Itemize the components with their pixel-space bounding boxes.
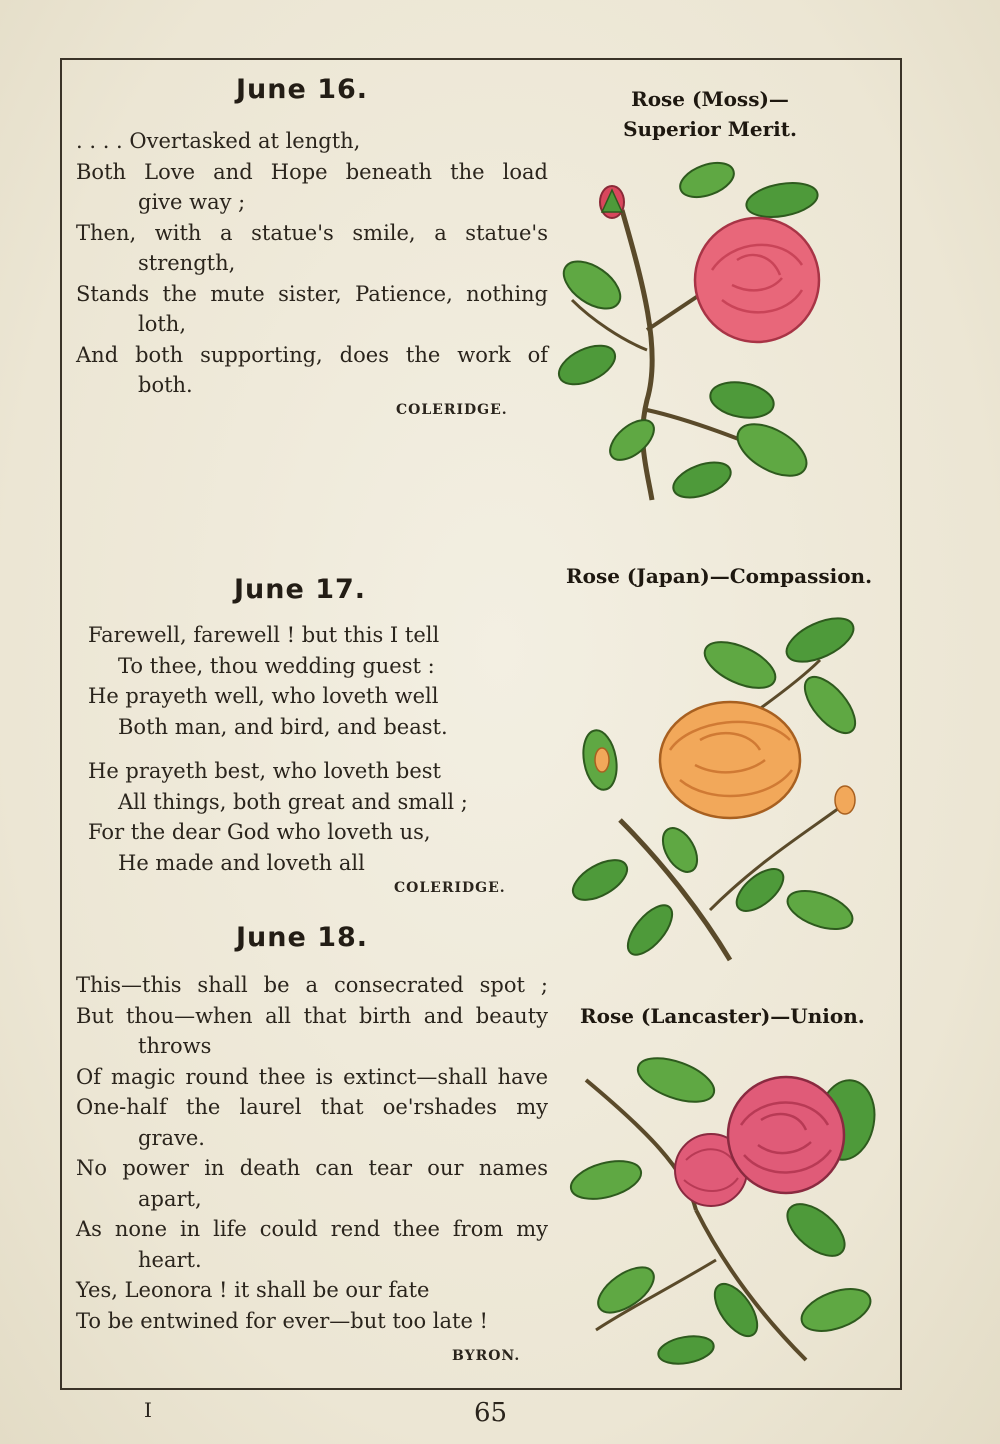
poem-line: All things, both great and small ;	[118, 789, 468, 814]
poem-line: One-half the laurel that oe'rshades my	[76, 1095, 548, 1119]
poem-june-17-stanza-2	[88, 756, 468, 878]
poem-line: apart,	[138, 1186, 202, 1211]
flower-title-lancaster: Rose (Lancaster)—Union.	[580, 1004, 865, 1028]
japan-rose-illustration	[560, 610, 870, 970]
entry-date-june-16: June 16.	[236, 74, 369, 105]
poem-line: He prayeth best, who loveth best	[88, 759, 441, 783]
poem-line: But thou—when all that birth and beauty	[76, 1003, 548, 1028]
poem-line: heart.	[138, 1247, 202, 1272]
poem-june-18	[76, 970, 548, 1336]
flower-title-line: Rose (Moss)—	[631, 87, 789, 111]
signature-mark: I	[144, 1398, 152, 1422]
entry-date-june-18: June 18.	[236, 922, 369, 953]
poem-line: Of magic round thee is extinct—shall have	[76, 1064, 548, 1089]
poem-line: Farewell, farewell ! but this I tell	[88, 623, 440, 647]
poem-line: strength,	[138, 251, 236, 275]
poem-line: To thee, thou wedding guest :	[118, 653, 435, 678]
poem-line: This—this shall be a consecrated spot ;	[76, 973, 548, 997]
poem-line: For the dear God who loveth us,	[88, 820, 431, 844]
poem-june-17-stanza-1	[88, 620, 448, 742]
lancaster-rose-illustration	[566, 1050, 886, 1370]
author-credit: BYRON.	[452, 1348, 521, 1364]
poem-line: And both supporting, does the work of	[76, 342, 548, 367]
poem-line: Then, with a statue's smile, a statue's	[76, 220, 548, 245]
poem-line: Both Love and Hope beneath the load	[76, 159, 548, 184]
poem-line: To be entwined for ever—but too late !	[76, 1308, 488, 1333]
poem-line: grave.	[138, 1125, 205, 1150]
poem-june-16	[76, 126, 548, 401]
author-credit: COLERIDGE.	[396, 402, 508, 418]
poem-line: No power in death can tear our names	[76, 1156, 548, 1180]
flower-title-moss	[590, 84, 830, 144]
poem-line: He made and loveth all	[118, 850, 365, 875]
poem-line: loth,	[138, 312, 186, 336]
flower-title-line: Superior Merit.	[623, 117, 797, 141]
poem-line: throws	[138, 1034, 212, 1058]
poem-line: As none in life could rend thee from my	[76, 1217, 548, 1241]
flower-title-japan: Rose (Japan)—Compassion.	[566, 564, 873, 588]
poem-line: both.	[138, 373, 193, 397]
poem-line: . . . . Overtasked at length,	[76, 129, 361, 153]
poem-line: Yes, Leonora ! it shall be our fate	[76, 1278, 430, 1302]
page-number: 65	[474, 1398, 508, 1428]
poem-line: He prayeth well, who loveth well	[88, 684, 439, 708]
moss-rose-illustration	[552, 150, 852, 510]
entry-date-june-17: June 17.	[234, 574, 367, 605]
author-credit: COLERIDGE.	[394, 880, 506, 896]
poem-line: give way ;	[138, 190, 246, 214]
poem-line: Stands the mute sister, Patience, nothing	[76, 281, 548, 306]
poem-line: Both man, and bird, and beast.	[118, 714, 448, 739]
